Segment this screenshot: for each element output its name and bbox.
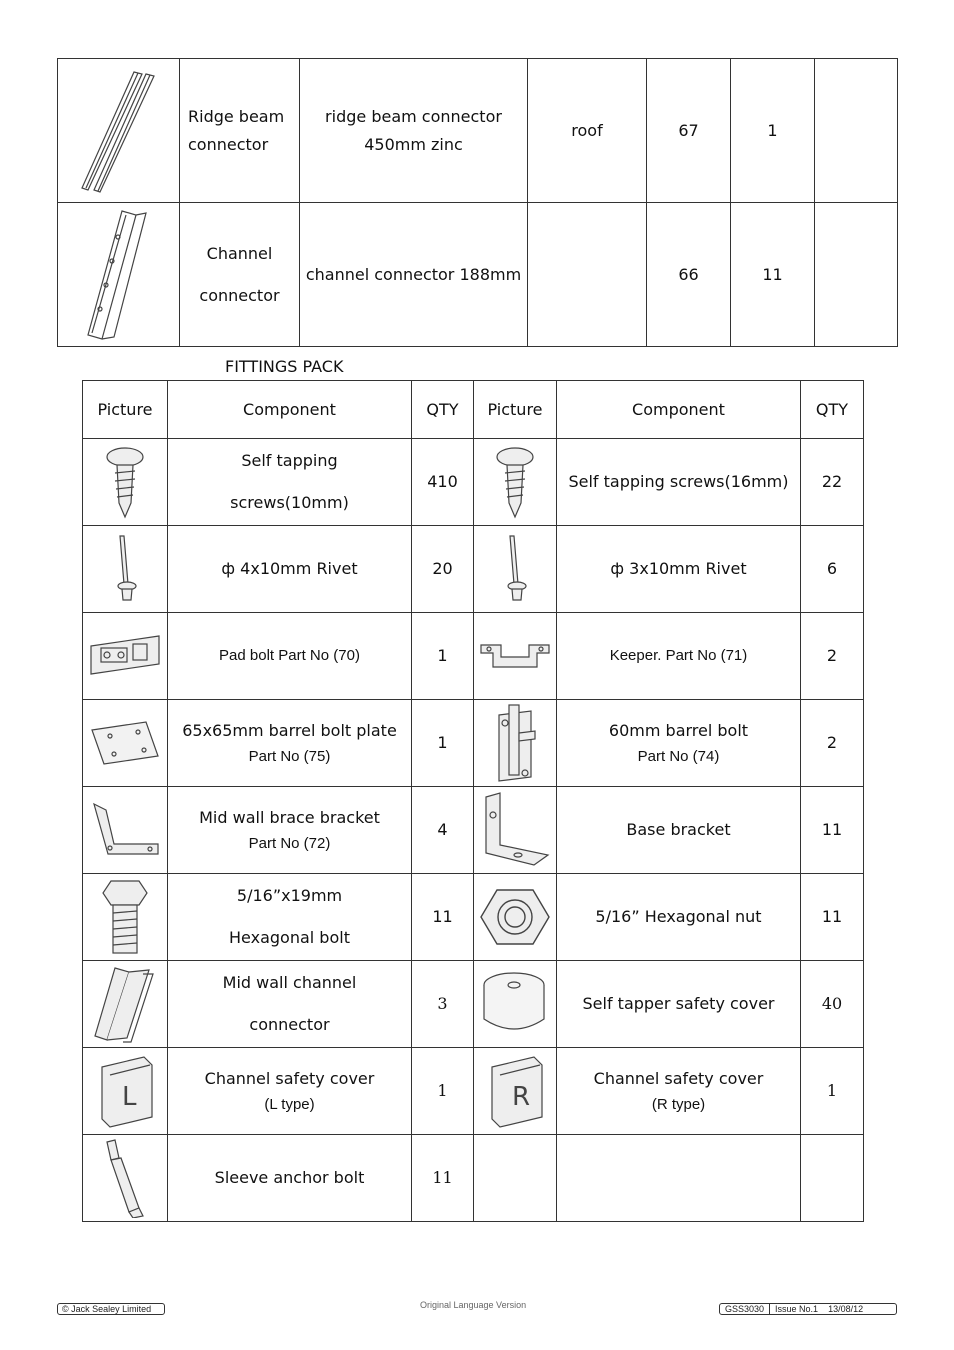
table-row [83,961,864,1048]
component-name [557,874,801,961]
table-row [83,613,864,700]
table-header-row [83,381,864,439]
part-qty: 1 [731,59,815,203]
component-qty: 1 [412,613,474,700]
plate-icon [83,700,168,787]
component-label: 5/16” Hexagonal nut [595,907,762,927]
table-row [83,874,864,961]
component-name [557,1048,801,1135]
part-description: ridge beam connector 450mm zinc [300,59,528,203]
component-label: ф 3x10mm Rivet [610,559,747,579]
component-name [168,1048,412,1135]
part-location [528,203,647,347]
component-name [557,613,801,700]
safety-cover-icon [474,961,557,1048]
copyright: © Jack Sealey Limited [57,1303,165,1315]
header-picture: Picture [83,381,168,439]
header-qty: QTY [801,381,864,439]
component-name [557,439,801,526]
component-qty: 1 [801,1048,864,1135]
header-component: Component [557,381,801,439]
pad-bolt-icon [83,613,168,700]
component-part-number: Part No (72) [248,834,331,852]
language-note: Original Language Version [420,1300,527,1310]
table-row [83,1135,864,1222]
component-qty: 20 [412,526,474,613]
component-qty: 11 [801,787,864,874]
part-name: Ridge beam connector [180,59,300,203]
part-description: channel connector 188mm [300,203,528,347]
r-cover-icon [474,1048,557,1135]
component-name [168,961,412,1048]
component-part-number: (R type) [651,1095,706,1113]
component-name [168,613,412,700]
channel-icon [83,961,168,1048]
table-row [83,700,864,787]
header-picture: Picture [474,381,557,439]
component-qty: 11 [412,874,474,961]
component-qty: 2 [801,700,864,787]
component-part-number: Part No (75) [248,747,331,765]
component-name [168,439,412,526]
fittings-pack-title: FITTINGS PACK [225,357,344,376]
component-name [557,787,801,874]
component-label: 5/16”x19mm Hexagonal bolt [229,886,350,947]
brace-bracket-icon [83,787,168,874]
component-label: ф 4x10mm Rivet [221,559,358,579]
hex-nut-icon [474,874,557,961]
table-row [58,59,898,203]
part-name: Channel connector [180,203,300,347]
component-label: Pad bolt Part No (70) [219,647,360,665]
table-row [83,526,864,613]
component-name [168,787,412,874]
keeper-icon [474,613,557,700]
l-cover-icon [83,1048,168,1135]
component-qty: 410 [412,439,474,526]
component-label: Base bracket [626,820,731,840]
issue-date: 13/08/12 [828,1304,864,1314]
document-info [719,1303,897,1315]
model-number: GSS3030 [725,1304,765,1314]
component-part-number: Part No (74) [637,747,720,765]
part-number: 67 [647,59,731,203]
rivet-icon [474,526,557,613]
component-label: Channel safety cover [204,1068,375,1088]
base-bracket-icon [474,787,557,874]
component-name [557,526,801,613]
component-name [557,961,801,1048]
screw-icon [474,439,557,526]
component-label: Channel safety cover [593,1068,764,1088]
component-qty: 1 [412,700,474,787]
component-label: Mid wall brace bracket [199,807,380,827]
table-row [83,787,864,874]
component-qty: 11 [801,874,864,961]
part-location: roof [528,59,647,203]
component-qty: 3 [412,961,474,1048]
table-row [83,1048,864,1135]
component-label: 65x65mm barrel bolt plate [182,720,397,740]
empty-cell [815,203,898,347]
component-name [557,1135,801,1222]
header-component: Component [168,381,412,439]
component-name [557,700,801,787]
header-qty: QTY [412,381,474,439]
component-label: 60mm barrel bolt [608,720,749,740]
top-parts-table [57,58,898,347]
anchor-bolt-icon [83,1135,168,1222]
issue-number: Issue No.1 [769,1304,823,1314]
empty-picture-cell [474,1135,557,1222]
part-qty: 11 [731,203,815,347]
channel-connector-icon [58,203,180,347]
svg-text:L: L [122,1082,137,1112]
component-qty: 1 [412,1048,474,1135]
empty-cell [815,59,898,203]
component-qty [801,1135,864,1222]
component-name [168,874,412,961]
component-qty: 6 [801,526,864,613]
component-name [168,526,412,613]
table-row [83,439,864,526]
component-name [168,700,412,787]
component-qty: 4 [412,787,474,874]
hex-bolt-icon [83,874,168,961]
component-part-number: (L type) [264,1095,315,1113]
component-label: Self tapper safety cover [582,994,775,1014]
fittings-table [82,380,864,1222]
screw-icon [83,439,168,526]
component-qty: 2 [801,613,864,700]
table-row [58,203,898,347]
component-label: Self tapping screws(10mm) [230,451,349,512]
barrel-bolt-icon [474,700,557,787]
component-label: Mid wall channel connector [222,973,357,1034]
ridge-beam-connector-icon [58,59,180,203]
component-qty: 11 [412,1135,474,1222]
component-label: Keeper. Part No (71) [609,647,748,665]
svg-text:R: R [512,1082,531,1112]
component-name [168,1135,412,1222]
component-qty: 40 [801,961,864,1048]
component-label: Self tapping screws(16mm) [568,472,789,492]
rivet-icon [83,526,168,613]
component-label: Sleeve anchor bolt [214,1168,365,1188]
part-number: 66 [647,203,731,347]
component-qty: 22 [801,439,864,526]
